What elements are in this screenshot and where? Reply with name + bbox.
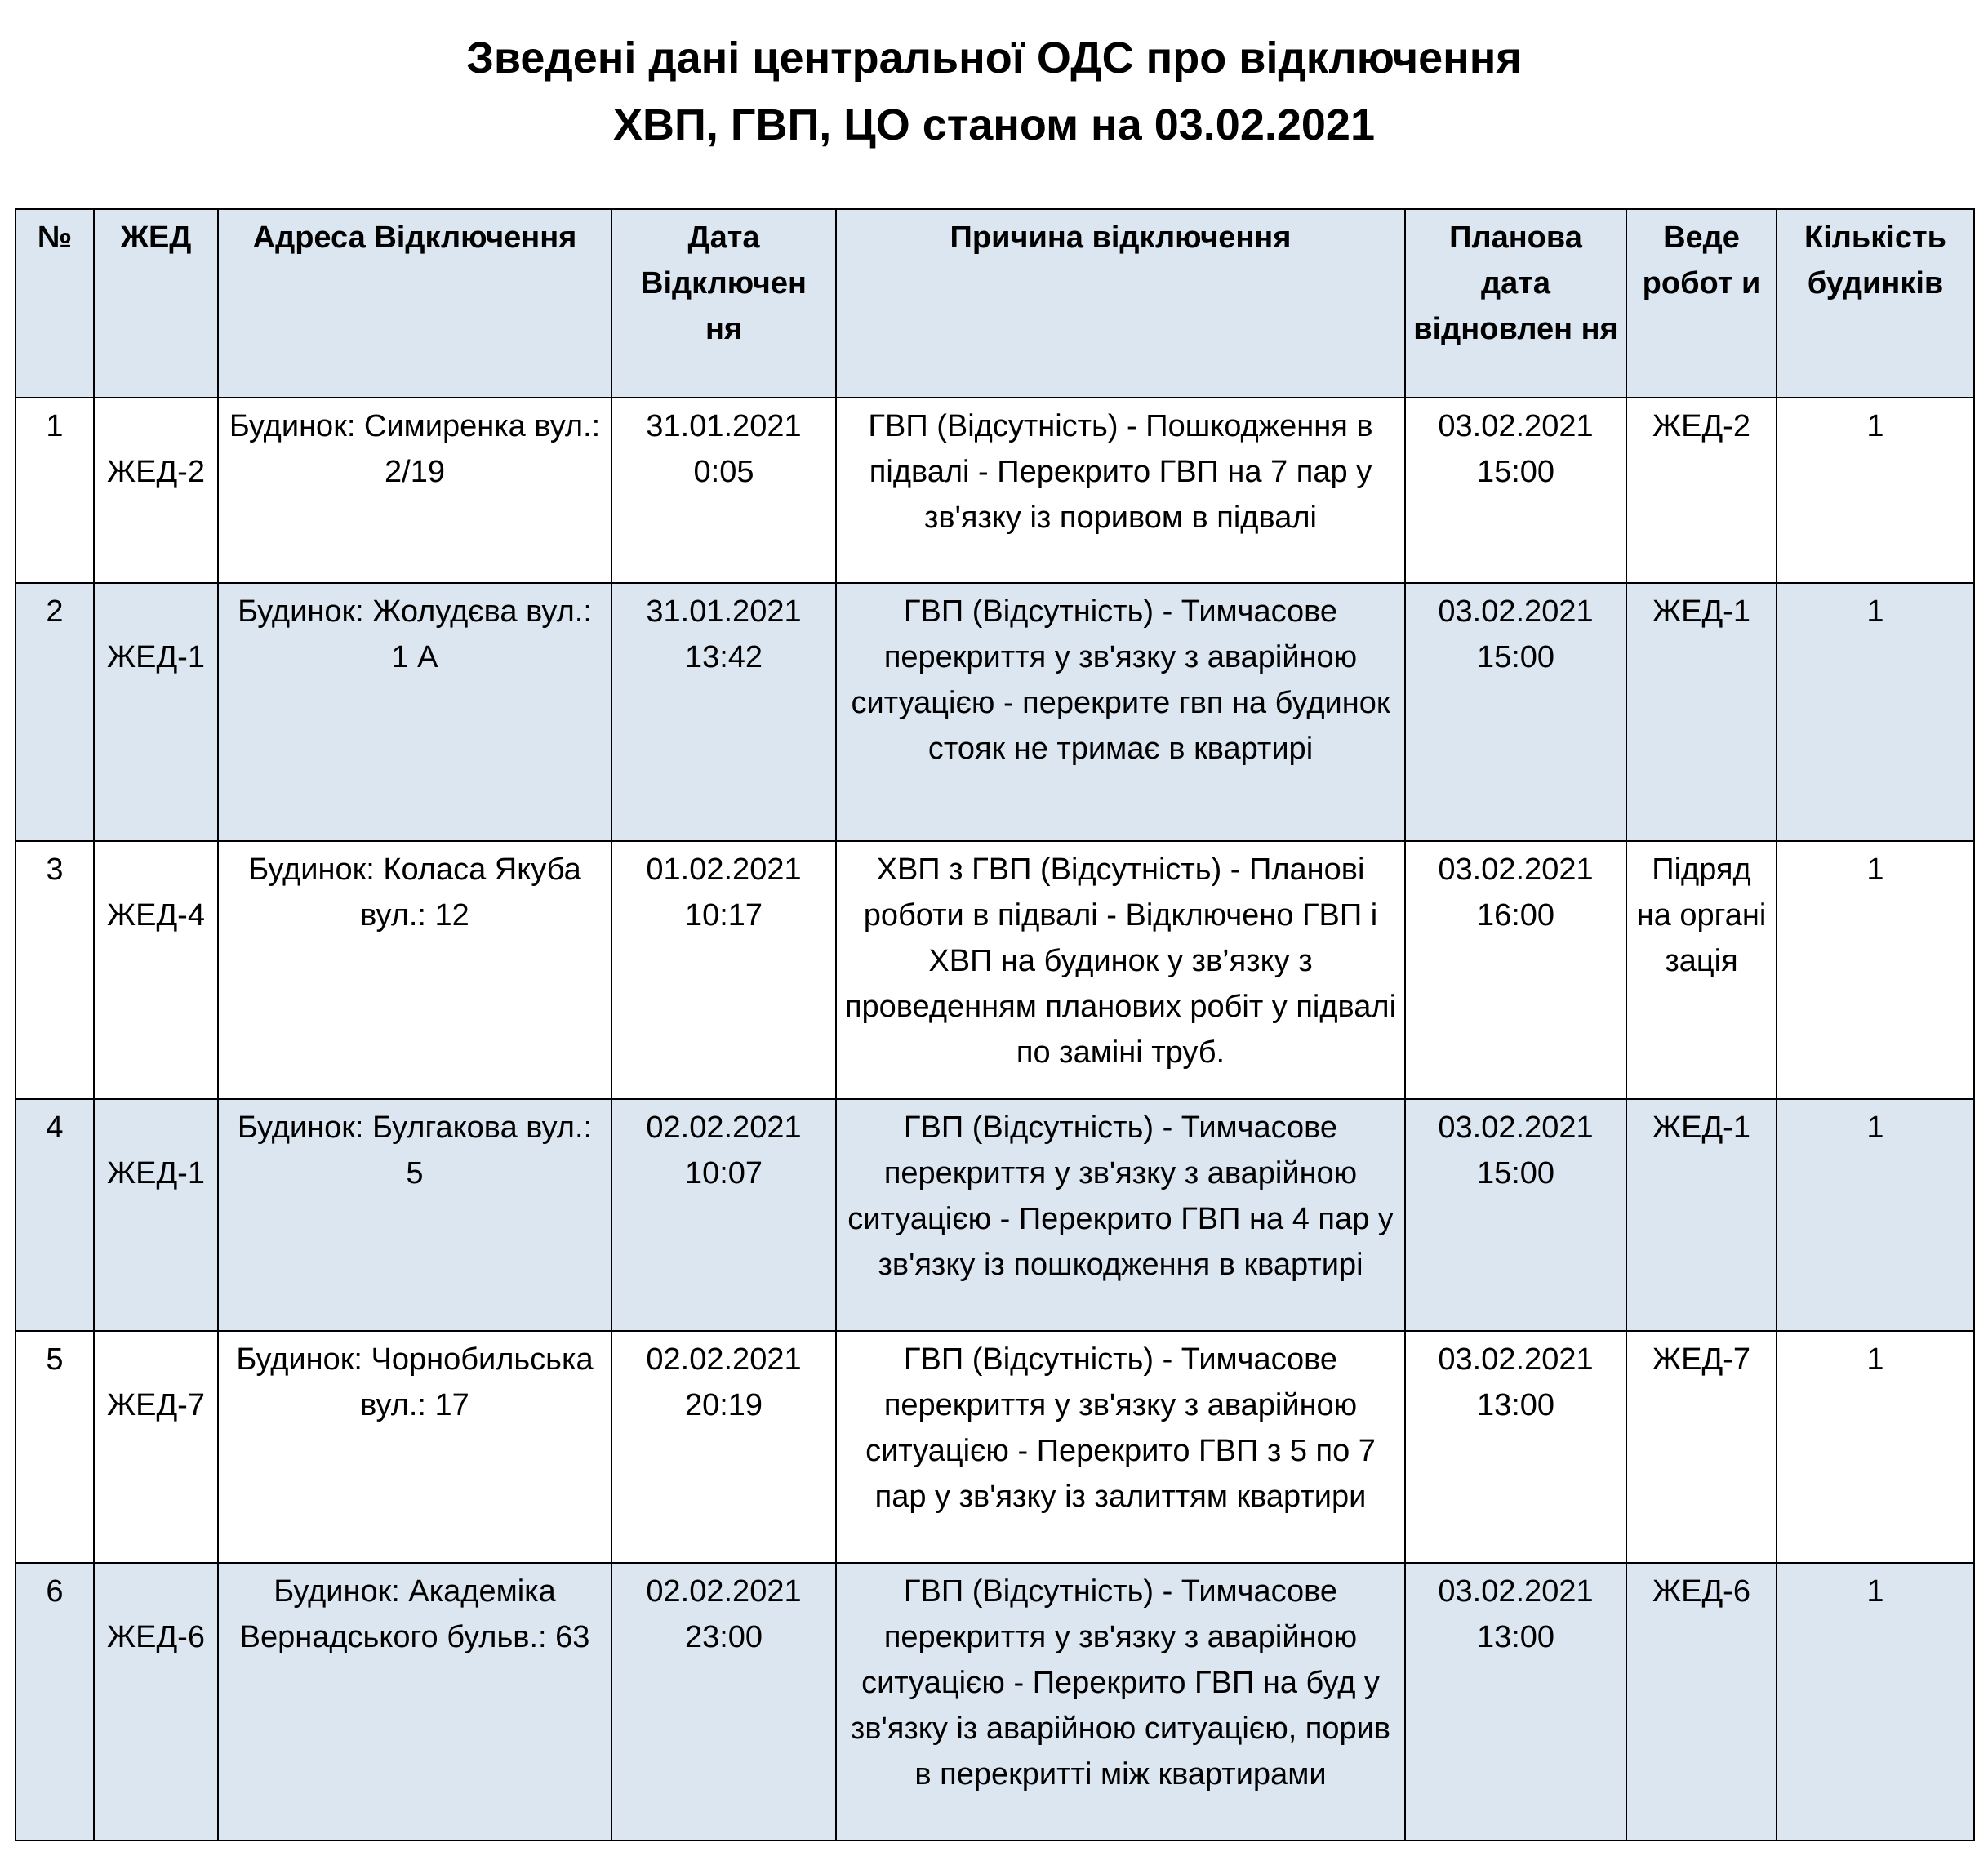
- cell-reason: ГВП (Відсутність) - Тимчасове перекриття у зв'язку з аварійною ситуацією - Перекрито ГВП з 5 по 7 пар у зв'язку із залиттям квартири: [836, 1331, 1405, 1563]
- cell-num: 4: [16, 1099, 94, 1331]
- cell-date-off: 01.02.2021 10:17: [612, 841, 836, 1099]
- cell-zhed: ЖЕД-1: [94, 1099, 218, 1331]
- header-num: №: [16, 209, 94, 398]
- cell-performer: ЖЕД-6: [1626, 1563, 1777, 1840]
- cell-date-off: 02.02.2021 20:19: [612, 1331, 836, 1563]
- cell-buildings: 1: [1777, 1331, 1974, 1563]
- cell-reason: ГВП (Відсутність) - Пошкодження в підвалі - Перекрито ГВП на 7 пар у зв'язку із поривом в підвалі: [836, 398, 1405, 583]
- cell-address: Будинок: Академіка Вернадського бульв.: 63: [218, 1563, 612, 1840]
- cell-planned-date: 03.02.2021 16:00: [1405, 841, 1626, 1099]
- table-row: [16, 841, 1974, 1099]
- cell-reason: ГВП (Відсутність) - Тимчасове перекриття у зв'язку з аварійною ситуацією - Перекрито ГВП на 4 пар у зв'язку із пошкодження в квартирі: [836, 1099, 1405, 1331]
- cell-buildings: 1: [1777, 1563, 1974, 1840]
- header-planned-date: Планова дата відновлен ня: [1405, 209, 1626, 398]
- cell-planned-date: 03.02.2021 15:00: [1405, 1099, 1626, 1331]
- cell-address: Будинок: Коласа Якуба вул.: 12: [218, 841, 612, 1099]
- table-row: [16, 583, 1974, 841]
- cell-buildings: 1: [1777, 841, 1974, 1099]
- cell-address: Будинок: Чорнобильська вул.: 17: [218, 1331, 612, 1563]
- cell-planned-date: 03.02.2021 13:00: [1405, 1331, 1626, 1563]
- cell-num: 1: [16, 398, 94, 583]
- title-line-1: Зведені дані центральної ОДС про відключення: [466, 33, 1522, 82]
- document-title: [0, 24, 1988, 158]
- table-row: [16, 398, 1974, 583]
- cell-reason: ГВП (Відсутність) - Тимчасове перекриття у зв'язку з аварійною ситуацією - Перекрито ГВП на буд у зв'язку із аварійною ситуацією, порив в перекритті між квартирами: [836, 1563, 1405, 1840]
- cell-zhed: ЖЕД-6: [94, 1563, 218, 1840]
- header-performer: Веде робот и: [1626, 209, 1777, 398]
- cell-num: 3: [16, 841, 94, 1099]
- cell-date-off: 31.01.2021 13:42: [612, 583, 836, 841]
- cell-performer: Підряд на органі зація: [1626, 841, 1777, 1099]
- header-date-off: Дата Відключен ня: [612, 209, 836, 398]
- header-zhed: ЖЕД: [94, 209, 218, 398]
- cell-address: Будинок: Жолудєва вул.: 1 А: [218, 583, 612, 841]
- cell-reason: ХВП з ГВП (Відсутність) - Планові роботи в підвалі - Відключено ГВП і ХВП на будинок у зв’язку з проведенням планових робіт у підвалі по заміні труб.: [836, 841, 1405, 1099]
- cell-num: 6: [16, 1563, 94, 1840]
- cell-planned-date: 03.02.2021 13:00: [1405, 1563, 1626, 1840]
- cell-zhed: ЖЕД-2: [94, 398, 218, 583]
- cell-num: 5: [16, 1331, 94, 1563]
- title-line-2: ХВП, ГВП, ЦО станом на 03.02.2021: [613, 100, 1375, 149]
- cell-performer: ЖЕД-1: [1626, 583, 1777, 841]
- cell-num: 2: [16, 583, 94, 841]
- cell-date-off: 02.02.2021 10:07: [612, 1099, 836, 1331]
- cell-reason: ГВП (Відсутність) - Тимчасове перекриття у зв'язку з аварійною ситуацією - перекрите гвп на будинок стояк не тримає в квартирі: [836, 583, 1405, 841]
- table-row: [16, 1563, 1974, 1840]
- table-row: [16, 1099, 1974, 1331]
- cell-performer: ЖЕД-1: [1626, 1099, 1777, 1331]
- cell-date-off: 02.02.2021 23:00: [612, 1563, 836, 1840]
- outages-table: [15, 208, 1975, 1841]
- cell-buildings: 1: [1777, 583, 1974, 841]
- cell-address: Будинок: Булгакова вул.: 5: [218, 1099, 612, 1331]
- cell-address: Будинок: Симиренка вул.: 2/19: [218, 398, 612, 583]
- cell-buildings: 1: [1777, 1099, 1974, 1331]
- cell-performer: ЖЕД-7: [1626, 1331, 1777, 1563]
- cell-zhed: ЖЕД-1: [94, 583, 218, 841]
- cell-planned-date: 03.02.2021 15:00: [1405, 583, 1626, 841]
- table-header-row: [16, 209, 1974, 398]
- cell-performer: ЖЕД-2: [1626, 398, 1777, 583]
- cell-zhed: ЖЕД-4: [94, 841, 218, 1099]
- cell-date-off: 31.01.2021 0:05: [612, 398, 836, 583]
- cell-planned-date: 03.02.2021 15:00: [1405, 398, 1626, 583]
- header-reason: Причина відключення: [836, 209, 1405, 398]
- table-row: [16, 1331, 1974, 1563]
- header-buildings: Кількість будинків: [1777, 209, 1974, 398]
- cell-buildings: 1: [1777, 398, 1974, 583]
- header-address: Адреса Відключення: [218, 209, 612, 398]
- cell-zhed: ЖЕД-7: [94, 1331, 218, 1563]
